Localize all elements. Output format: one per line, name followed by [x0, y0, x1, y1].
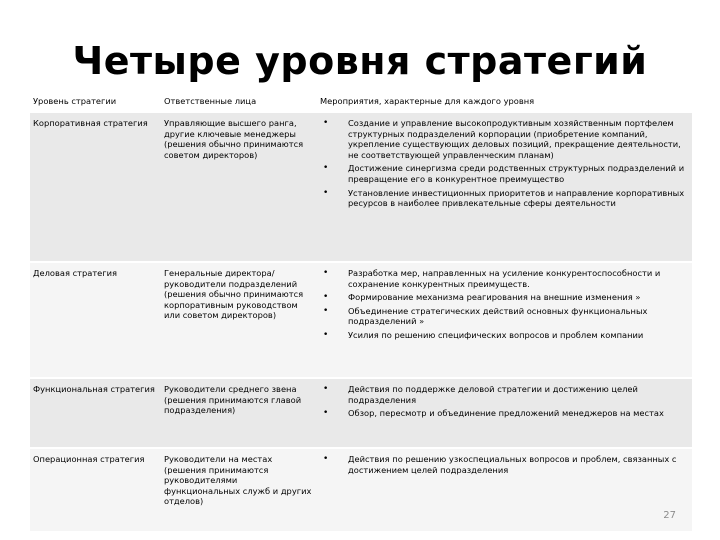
- bullet-icon: •: [323, 384, 329, 394]
- list-item: • Установление инвестиционных приоритетов и направление корпоративных ресурсов в наиболее привлекательные сферы деятельности: [323, 187, 685, 209]
- list-item: • Обзор, пересмотр и объединение предложений менеджеров на местах: [323, 408, 664, 419]
- list-item: • Создание и управление высокопродуктивным хозяйственным портфелем структурных подразделений корпорации (приобретение компаний, укрепление существующих деловых позиций, прекращение деятельности, не соответствующей управленческим планам): [323, 118, 681, 160]
- strategy-levels-table: [30, 91, 692, 531]
- bullet-icon: •: [323, 118, 329, 128]
- cell-responsible: Управляющие высшего ранга, другие ключевые менеджеры (решения обычно принимаются советом директоров): [161, 112, 317, 262]
- cell-responsible: Генеральные директора/руководители подразделений (решения обычно принимаются корпоративным руководством или советом директоров): [161, 262, 317, 378]
- page-number: 27: [663, 510, 676, 521]
- cell-level: Функциональная стратегия: [30, 378, 161, 448]
- header-level: Уровень стратегии: [30, 91, 161, 112]
- list-item: • Объединение стратегических действий основных функциональных подразделений »: [323, 305, 648, 327]
- measures-list: [320, 384, 689, 419]
- cell-measures: [317, 378, 692, 448]
- cell-responsible: Руководители среднего звена (решения принимаются главой подразделения): [161, 378, 317, 448]
- list-item: • Разработка мер, направленных на усиление конкурентоспособности и сохранение конкурентных преимуществ.: [323, 268, 661, 289]
- list-item: • Достижение синергизма среди родственных структурных подразделений и превращение его в конкурентное преимущество: [323, 163, 685, 184]
- header-responsible: Ответственные лица: [161, 91, 317, 112]
- measures-list: [320, 454, 689, 475]
- list-item: • Формирование механизма реагирования на внешние изменения »: [323, 292, 641, 303]
- cell-level: Деловая стратегия: [30, 262, 161, 378]
- bullet-icon: •: [323, 292, 329, 303]
- cell-level: Операционная стратегия: [30, 448, 161, 531]
- bullet-icon: •: [323, 305, 329, 316]
- table-row-corporate: [30, 112, 692, 262]
- table-row-operational: [30, 448, 692, 531]
- slide-title: Четыре уровня стратегий: [72, 39, 648, 83]
- cell-level: Корпоративная стратегия: [30, 112, 161, 262]
- list-item: • Усилия по решению специфических вопросов и проблем компании: [323, 329, 644, 340]
- measures-list: [320, 118, 689, 209]
- bullet-icon: •: [323, 187, 329, 198]
- bullet-icon: •: [323, 163, 329, 174]
- list-item: • Действия по поддержке деловой стратегии и достижению целей подразделения: [323, 384, 638, 405]
- cell-responsible: Руководители на местах (решения принимаются руководителями функциональных служб и других отделов): [161, 448, 317, 531]
- bullet-icon: •: [323, 268, 329, 278]
- bullet-icon: •: [323, 329, 329, 340]
- cell-measures: [317, 112, 692, 262]
- cell-measures: [317, 448, 692, 531]
- table-row-business: [30, 262, 692, 378]
- header-measures: Мероприятия, характерные для каждого уровня: [317, 91, 692, 112]
- list-item: • Действия по решению узкоспециальных вопросов и проблем, связанных с достижением целей подразделения: [323, 454, 677, 475]
- table-row-functional: [30, 378, 692, 448]
- bullet-icon: •: [323, 454, 329, 464]
- measures-list: [320, 268, 689, 341]
- bullet-icon: •: [323, 408, 329, 419]
- table-header-row: [30, 91, 692, 112]
- cell-measures: [317, 262, 692, 378]
